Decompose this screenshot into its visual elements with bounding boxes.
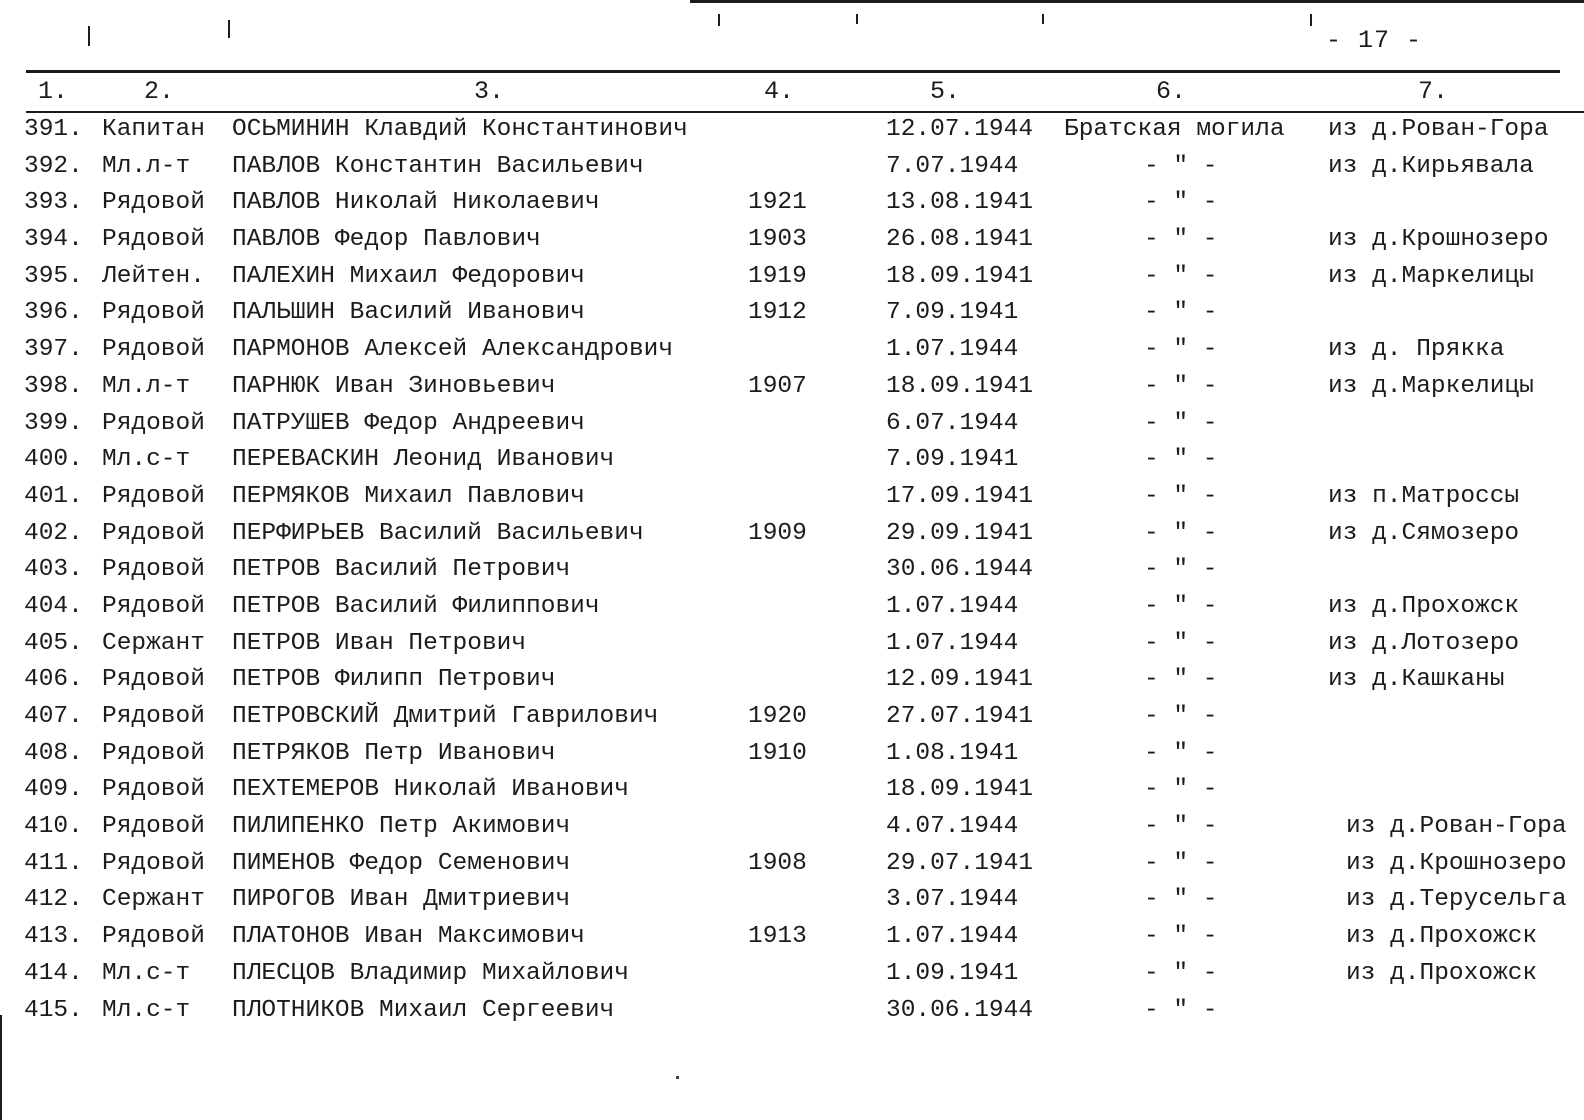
record-death-date: 1.07.1944 <box>886 336 1019 364</box>
record-rank: Рядовой <box>102 409 205 437</box>
record-name: ПАРНЮК Иван Зиновьевич <box>232 372 556 400</box>
table-row <box>0 920 1584 957</box>
record-origin: из д.Прохожск <box>1346 923 1538 951</box>
record-burial-place: - " - <box>1144 666 1218 694</box>
record-name: ПЛЕСЦОВ Владимир Михайлович <box>232 959 629 987</box>
record-name: ПЕРФИРЬЕВ Василий Васильевич <box>232 519 644 547</box>
record-burial-place: - " - <box>1144 739 1218 767</box>
table-row <box>0 480 1584 517</box>
record-name: ПЕТРОВ Василий Филиппович <box>232 592 600 620</box>
top-border-line <box>690 0 1584 3</box>
record-number: 391. <box>24 116 83 143</box>
record-number: 401. <box>24 482 83 510</box>
record-name: ПЕРМЯКОВ Михаил Павлович <box>232 482 585 510</box>
record-death-date: 30.06.1944 <box>886 556 1034 584</box>
record-burial-place: - " - <box>1144 446 1218 474</box>
record-rank: Рядовой <box>102 336 205 364</box>
record-number: 403. <box>24 556 83 584</box>
record-name: ПАВЛОВ Федор Павлович <box>232 226 541 254</box>
record-rank: Мл.с-т <box>102 446 191 474</box>
record-name: ПЕХТЕМЕРОВ Николай Иванович <box>232 776 629 804</box>
page-number: - 17 - <box>1326 26 1423 55</box>
table-row <box>0 957 1584 994</box>
record-death-date: 29.07.1941 <box>886 849 1034 877</box>
record-burial-place: - " - <box>1144 556 1218 584</box>
record-birth-year: 1908 <box>748 849 807 877</box>
record-death-date: 30.06.1944 <box>886 996 1034 1024</box>
record-birth-year: 1921 <box>748 189 807 217</box>
record-number: 397. <box>24 336 83 364</box>
record-origin: из д.Маркелицы <box>1328 372 1534 400</box>
record-number: 400. <box>24 446 83 474</box>
record-death-date: 18.09.1941 <box>886 262 1034 290</box>
record-burial-place: - " - <box>1144 482 1218 510</box>
record-rank: Сержант <box>102 886 205 914</box>
column-header: 2. <box>144 77 175 106</box>
record-origin: из п.Матроссы <box>1328 482 1520 510</box>
record-birth-year: 1907 <box>748 372 807 400</box>
record-birth-year: 1919 <box>748 262 807 290</box>
record-name: ПАРМОНОВ Алексей Александрович <box>232 336 674 364</box>
table-row <box>0 847 1584 884</box>
record-number: 406. <box>24 666 83 694</box>
record-death-date: 12.09.1941 <box>886 666 1034 694</box>
record-burial-place: Братская могила <box>1064 116 1285 143</box>
record-death-date: 17.09.1941 <box>886 482 1034 510</box>
margin-mark <box>88 26 90 46</box>
table-row <box>0 370 1584 407</box>
record-origin: из д.Прохожск <box>1328 592 1520 620</box>
record-rank: Рядовой <box>102 703 205 730</box>
record-name: ПИМЕНОВ Федор Семенович <box>232 849 571 877</box>
record-burial-place: - " - <box>1144 923 1218 951</box>
table-row <box>0 700 1584 737</box>
table-row <box>0 627 1584 664</box>
record-death-date: 7.09.1941 <box>886 446 1019 474</box>
record-death-date: 27.07.1941 <box>886 703 1034 730</box>
record-burial-place: - " - <box>1144 372 1218 400</box>
record-origin: из д.Крошнозеро <box>1328 226 1549 254</box>
column-header-row <box>0 77 1584 109</box>
table-row <box>0 994 1584 1031</box>
record-burial-place: - " - <box>1144 189 1218 217</box>
record-origin: из д.Рован-Гора <box>1346 813 1567 841</box>
record-origin: из д.Терусельга <box>1346 886 1567 914</box>
record-rank: Рядовой <box>102 592 205 620</box>
record-rank: Мл.с-т <box>102 959 191 987</box>
table-row <box>0 260 1584 297</box>
margin-mark <box>718 14 720 26</box>
record-rank: Рядовой <box>102 299 205 327</box>
record-number: 411. <box>24 849 83 877</box>
record-burial-place: - " - <box>1144 886 1218 914</box>
record-number: 404. <box>24 592 83 620</box>
record-death-date: 29.09.1941 <box>886 519 1034 547</box>
record-rank: Рядовой <box>102 739 205 767</box>
column-header: 1. <box>38 77 69 106</box>
record-burial-place: - " - <box>1144 336 1218 364</box>
record-death-date: 18.09.1941 <box>886 776 1034 804</box>
record-name: ПЛАТОНОВ Иван Максимович <box>232 923 585 951</box>
record-death-date: 1.07.1944 <box>886 923 1019 951</box>
record-burial-place: - " - <box>1144 996 1218 1024</box>
record-number: 396. <box>24 299 83 327</box>
record-name: ПЕТРОВ Филипп Петрович <box>232 666 556 694</box>
record-number: 410. <box>24 813 83 841</box>
record-origin: из д.Лотозеро <box>1328 629 1520 657</box>
record-rank: Рядовой <box>102 519 205 547</box>
record-rank: Мл.л-т <box>102 152 191 180</box>
record-number: 394. <box>24 226 83 254</box>
record-death-date: 3.07.1944 <box>886 886 1019 914</box>
record-death-date: 1.07.1944 <box>886 592 1019 620</box>
record-death-date: 4.07.1944 <box>886 813 1019 841</box>
record-number: 395. <box>24 262 83 290</box>
table-row <box>0 296 1584 333</box>
record-name: ПАЛЬШИН Василий Иванович <box>232 299 585 327</box>
record-burial-place: - " - <box>1144 592 1218 620</box>
record-burial-place: - " - <box>1144 152 1218 180</box>
record-birth-year: 1910 <box>748 739 807 767</box>
column-header: 6. <box>1156 77 1187 106</box>
record-birth-year: 1903 <box>748 226 807 254</box>
margin-mark <box>1310 14 1312 26</box>
record-death-date: 6.07.1944 <box>886 409 1019 437</box>
table-row <box>0 443 1584 480</box>
table-row <box>0 553 1584 590</box>
record-birth-year: 1909 <box>748 519 807 547</box>
record-number: 399. <box>24 409 83 437</box>
record-burial-place: - " - <box>1144 262 1218 290</box>
table-row <box>0 186 1584 223</box>
record-number: 393. <box>24 189 83 217</box>
record-rank: Мл.с-т <box>102 996 191 1024</box>
record-origin: из д.Кирьявала <box>1328 152 1534 180</box>
record-number: 409. <box>24 776 83 804</box>
record-burial-place: - " - <box>1144 409 1218 437</box>
record-name: ПИЛИПЕНКО Петр Акимович <box>232 813 571 841</box>
column-header: 3. <box>474 77 505 106</box>
record-origin: из д.Рован-Гора <box>1328 116 1549 143</box>
record-burial-place: - " - <box>1144 813 1218 841</box>
record-rank: Рядовой <box>102 849 205 877</box>
record-burial-place: - " - <box>1144 629 1218 657</box>
record-rank: Рядовой <box>102 482 205 510</box>
margin-mark <box>228 20 230 38</box>
record-birth-year: 1912 <box>748 299 807 327</box>
record-rank: Лейтен. <box>102 262 205 290</box>
record-number: 414. <box>24 959 83 987</box>
table-row <box>0 113 1584 150</box>
record-number: 408. <box>24 739 83 767</box>
record-death-date: 12.07.1944 <box>886 116 1034 143</box>
record-number: 398. <box>24 372 83 400</box>
record-death-date: 7.07.1944 <box>886 152 1019 180</box>
page-edge-line <box>0 1015 2 1120</box>
record-burial-place: - " - <box>1144 519 1218 547</box>
table-row <box>0 737 1584 774</box>
margin-mark <box>856 14 858 24</box>
table-row <box>0 590 1584 627</box>
record-number: 402. <box>24 519 83 547</box>
record-number: 405. <box>24 629 83 657</box>
table-row <box>0 333 1584 370</box>
ink-speck <box>676 1076 679 1079</box>
record-burial-place: - " - <box>1144 776 1218 804</box>
record-rank: Рядовой <box>102 813 205 841</box>
record-death-date: 18.09.1941 <box>886 372 1034 400</box>
table-row <box>0 773 1584 810</box>
record-birth-year: 1913 <box>748 923 807 951</box>
record-rank: Рядовой <box>102 189 205 217</box>
header-rule <box>26 70 1560 73</box>
record-rank: Рядовой <box>102 923 205 951</box>
record-origin: из д.Крошнозеро <box>1346 849 1567 877</box>
record-burial-place: - " - <box>1144 299 1218 327</box>
record-name: ПЕТРОВ Василий Петрович <box>232 556 571 584</box>
record-origin: из д. Прякка <box>1328 336 1505 364</box>
record-origin: из д.Прохожск <box>1346 959 1538 987</box>
record-name: ПЛОТНИКОВ Михаил Сергеевич <box>232 996 615 1024</box>
column-header: 4. <box>764 77 795 106</box>
record-rank: Рядовой <box>102 776 205 804</box>
record-death-date: 13.08.1941 <box>886 189 1034 217</box>
record-death-date: 1.09.1941 <box>886 959 1019 987</box>
record-burial-place: - " - <box>1144 226 1218 254</box>
record-name: ПАТРУШЕВ Федор Андреевич <box>232 409 585 437</box>
record-name: ПАЛЕХИН Михаил Федорович <box>232 262 585 290</box>
table-row <box>0 150 1584 187</box>
record-name: ПЕТРЯКОВ Петр Иванович <box>232 739 556 767</box>
table-row <box>0 407 1584 444</box>
record-rank: Рядовой <box>102 666 205 694</box>
record-rank: Сержант <box>102 629 205 657</box>
record-number: 407. <box>24 703 83 730</box>
record-burial-place: - " - <box>1144 703 1218 730</box>
table-row <box>0 517 1584 554</box>
column-header: 7. <box>1418 77 1449 106</box>
record-origin: из д.Маркелицы <box>1328 262 1534 290</box>
table-row <box>0 663 1584 700</box>
table-row <box>0 883 1584 920</box>
record-name: ПЕРЕВАСКИН Леонид Иванович <box>232 446 615 474</box>
record-rank: Капитан <box>102 116 205 143</box>
record-death-date: 7.09.1941 <box>886 299 1019 327</box>
record-burial-place: - " - <box>1144 849 1218 877</box>
record-name: ОСЬМИНИН Клавдий Константинович <box>232 116 688 143</box>
record-birth-year: 1920 <box>748 703 807 730</box>
record-number: 413. <box>24 923 83 951</box>
record-number: 415. <box>24 996 83 1024</box>
record-rank: Рядовой <box>102 226 205 254</box>
record-number: 412. <box>24 886 83 914</box>
record-name: ПЕТРОВ Иван Петрович <box>232 629 527 657</box>
record-origin: из д.Сямозеро <box>1328 519 1520 547</box>
record-rank: Рядовой <box>102 556 205 584</box>
record-death-date: 26.08.1941 <box>886 226 1034 254</box>
record-burial-place: - " - <box>1144 959 1218 987</box>
column-header: 5. <box>930 77 961 106</box>
record-death-date: 1.07.1944 <box>886 629 1019 657</box>
record-name: ПЕТРОВСКИЙ Дмитрий Гаврилович <box>232 703 659 730</box>
record-name: ПИРОГОВ Иван Дмитриевич <box>232 886 571 914</box>
record-death-date: 1.08.1941 <box>886 739 1019 767</box>
record-name: ПАВЛОВ Константин Васильевич <box>232 152 644 180</box>
records-list <box>0 113 1584 1030</box>
margin-mark <box>1042 14 1044 24</box>
table-row <box>0 810 1584 847</box>
record-name: ПАВЛОВ Николай Николаевич <box>232 189 600 217</box>
table-row <box>0 223 1584 260</box>
record-rank: Мл.л-т <box>102 372 191 400</box>
record-number: 392. <box>24 152 83 180</box>
record-origin: из д.Кашканы <box>1328 666 1505 694</box>
